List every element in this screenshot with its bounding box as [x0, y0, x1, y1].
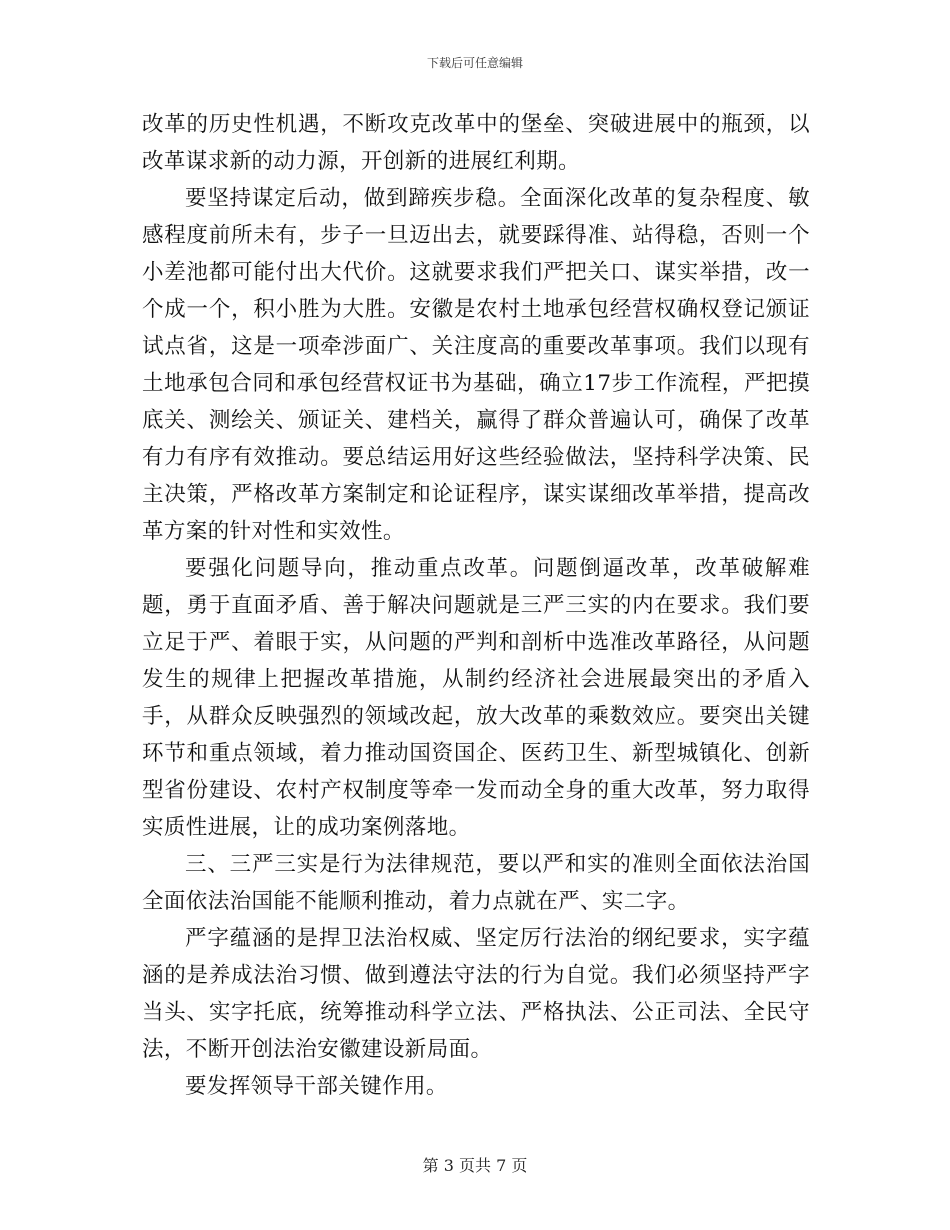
paragraph-2: 要坚持谋定后动，做到蹄疾步稳。全面深化改革的复杂程度、敏感程度前所未有，步子一旦迈出去，就要踩得准、站得稳，否则一个小差池都可能付出大代价。这就要求我们严把关口、谋实举措，改一个成一个，积小胜为大胜。安徽是农村土地承包经营权确权登记颁证试点省，这是一项牵涉面广、关注度高的重要改革事项。我们以现有土地承包合同和承包经营权证书为基础，确立17步工作流程，严把摸底关、测绘关、颁证关、建档关，赢得了群众普遍认可，确保了改革有力有序有效推动。要总结运用好这些经验做法，坚持科学决策、民主决策，严格改革方案制定和论证程序，谋实谋细改革举措，提高改革方案的针对性和实效性。: [142, 186, 810, 544]
paragraph-1: 改革的历史性机遇，不断攻克改革中的堡垒、突破进展中的瓶颈，以改革谋求新的动力源，开创新的进展红利期。: [142, 112, 810, 174]
page-header: 下载后可任意编辑: [426, 56, 523, 70]
paragraph-3: 要强化问题导向，推动重点改革。问题倒逼改革，改革破解难题，勇于直面矛盾、善于解决问题就是三严三实的内在要求。我们要立足于严、着眼于实，从问题的严判和剖析中选准改革路径，从问题发生的规律上把握改革措施，从制约经济社会进展最突出的矛盾入手，从群众反映强烈的领域改起，放大改革的乘数效应。要突出关键环节和重点领域，着力推动国资国企、医药卫生、新型城镇化、创新型省份建设、农村产权制度等牵一发而动全身的重大改革，努力取得实质性进展，让的成功案例落地。: [142, 556, 810, 840]
page-number-footer: 第 3 页共 7 页: [422, 1156, 528, 1175]
paragraph-6: 要发挥领导干部关键作用。: [185, 1074, 448, 1099]
paragraph-5: 严字蕴涵的是捍卫法治权威、坚定厉行法治的纲纪要求，实字蕴涵的是养成法治习惯、做到遵法守法的行为自觉。我们必须坚持严字当头、实字托底，统筹推动科学立法、严格执法、公正司法、全民守法，不断开创法治安徽建设新局面。: [142, 926, 810, 1062]
paragraph-4: 三、三严三实是行为法律规范，要以严和实的准则全面依法治国全面依法治国能不能顺利推动，着力点就在严、实二字。: [142, 852, 810, 914]
document-body: [142, 106, 810, 1105]
